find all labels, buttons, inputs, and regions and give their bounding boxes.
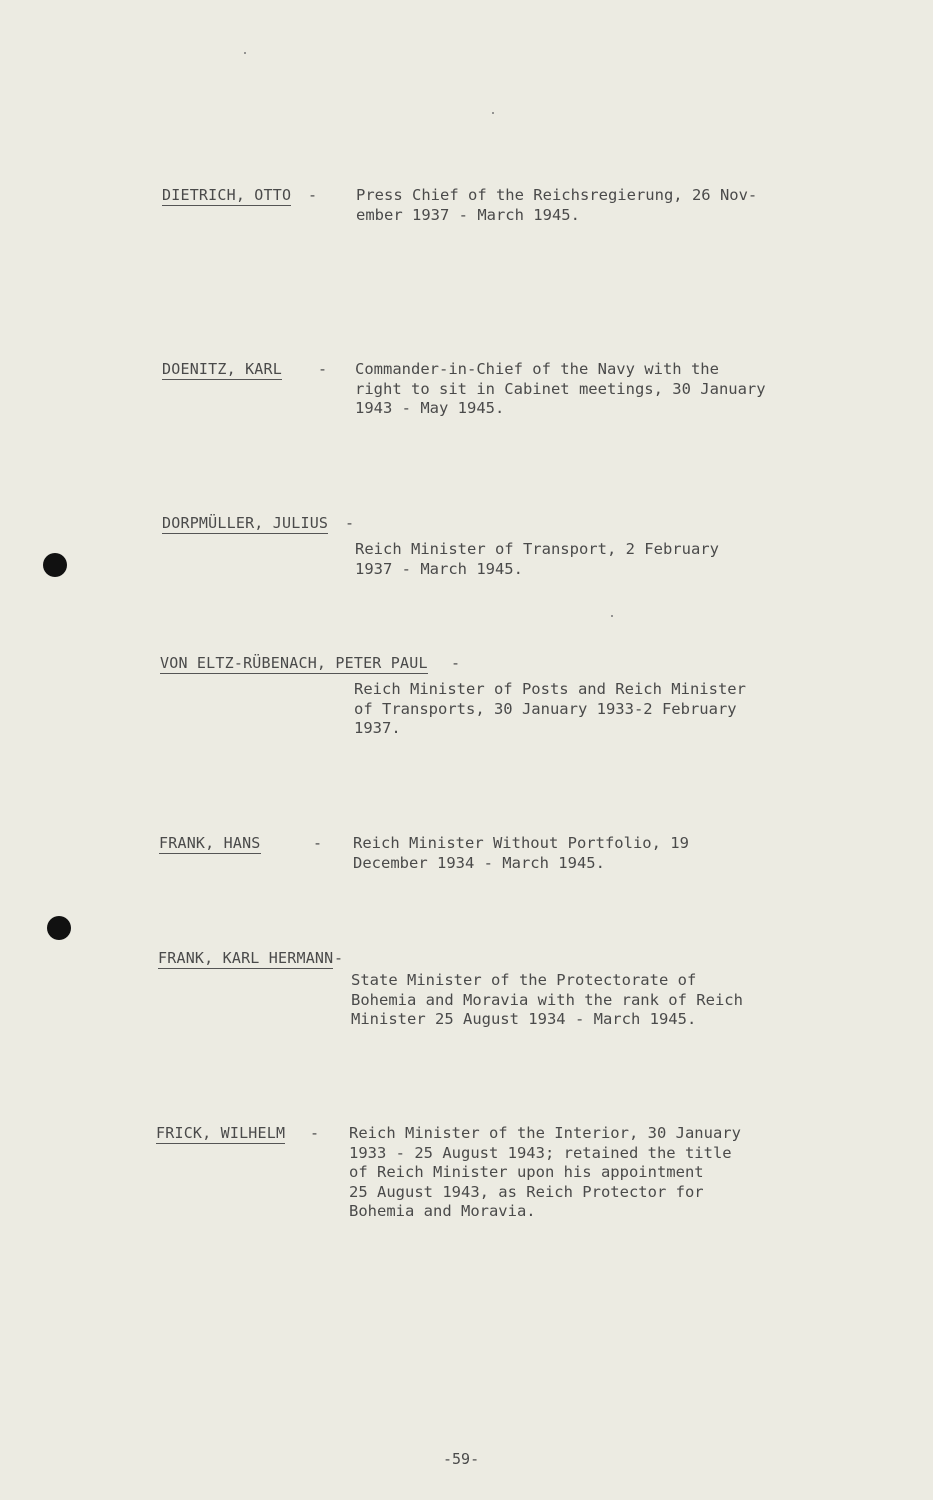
entry-dash: -: [310, 1124, 320, 1142]
punch-hole: [47, 916, 71, 940]
entry-name: FRICK, WILHELM: [156, 1124, 286, 1142]
entry-dash: -: [451, 654, 461, 672]
entry-description: State Minister of the Protectorate of Bohemia and Moravia with the rank of Reich Minister 25 August 1934 - March 1945.: [351, 971, 743, 1028]
entry-name: VON ELTZ-RÜBENACH, PETER PAUL: [160, 654, 428, 672]
entry-description: Reich Minister of Transport, 2 February 1937 - March 1945.: [355, 540, 719, 578]
paper-speck: [611, 615, 613, 617]
entry-dash: -: [318, 360, 328, 378]
paper-speck: [492, 112, 494, 114]
entry-dash: -: [345, 514, 355, 532]
entry-dash: -: [334, 949, 344, 967]
entry-description: Reich Minister of Posts and Reich Minister of Transports, 30 January 1933-2 February 1937.: [354, 680, 746, 737]
entry-name: FRANK, HANS: [159, 834, 261, 852]
entry-dash: -: [313, 834, 323, 852]
entry-name: DIETRICH, OTTO: [162, 186, 292, 204]
entry-name: FRANK, KARL HERMANN: [158, 949, 334, 967]
entry-name: DORPMÜLLER, JULIUS: [162, 514, 329, 532]
entry-description: Reich Minister Without Portfolio, 19 December 1934 - March 1945.: [353, 834, 689, 872]
entry-description: Commander-in-Chief of the Navy with the right to sit in Cabinet meetings, 30 January 1943 - May 1945.: [355, 360, 766, 417]
entry-description: Press Chief of the Reichsregierung, 26 Nov- ember 1937 - March 1945.: [356, 186, 758, 224]
punch-hole: [43, 553, 67, 577]
entry-dash: -: [308, 186, 318, 204]
paper-speck: [244, 52, 246, 54]
entry-description: Reich Minister of the Interior, 30 January 1933 - 25 August 1943; retained the title of Reich Minister upon his appointment 25 August 1943, as Reich Protector for Bohemia and Moravia.: [349, 1124, 741, 1220]
entry-name: DOENITZ, KARL: [162, 360, 282, 378]
page-number: -59-: [443, 1450, 480, 1468]
